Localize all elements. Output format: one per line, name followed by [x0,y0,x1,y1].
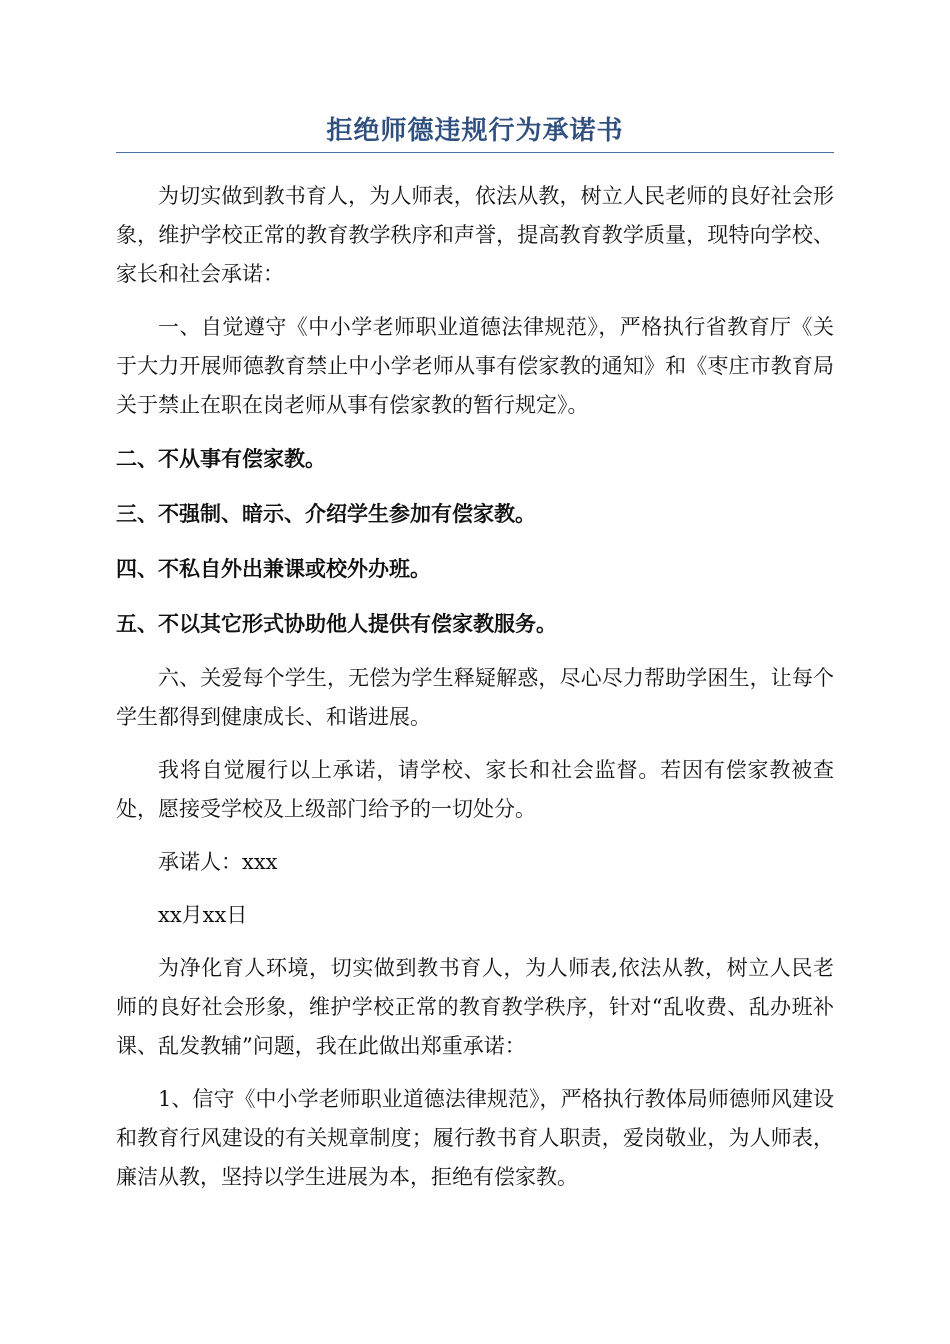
second-intro-paragraph: 为净化育人环境，切实做到教书育人，为人师表,依法从教，树立人民老师的良好社会形象，维护学校正常的教育教学秩序，针对“乱收费、乱办班补课、乱发教辅”问题，我在此做出郑重承诺： [116,956,834,1058]
commitment-5: 五、不以其它形式协助他人提供有偿家教服务。 [116,611,557,636]
document-page [116,110,834,1211]
signatory-line: 承诺人：xxx [158,850,278,874]
closing-paragraph: 我将自觉履行以上承诺，请学校、家长和社会监督。若因有偿家教被查处，愿接受学校及上级部门给予的一切处分。 [116,758,834,821]
document-title: 拒绝师德违规行为承诺书 [326,116,624,146]
commitment-3: 三、不强制、暗示、介绍学生参加有偿家教。 [116,501,536,526]
intro-paragraph: 为切实做到教书育人，为人师表，依法从教，树立人民老师的良好社会形象，维护学校正常的教育教学秩序和声誉，提高教育教学质量，现特向学校、家长和社会承诺： [116,184,834,286]
commitment-6: 六、关爱每个学生，无偿为学生释疑解惑，尽心尽力帮助学困生，让每个学生都得到健康成长、和谐进展。 [116,666,834,729]
commitment-1: 一、自觉遵守《中小学老师职业道德法律规范》，严格执行省教育厅《关于大力开展师德教育禁止中小学老师从事有偿家教的通知》和《枣庄市教育局关于禁止在职在岗老师从事有偿家教的暂行规定》。 [116,315,834,417]
title-underline [116,152,834,153]
commitment-4: 四、不私自外出兼课或校外办班。 [116,556,431,581]
commitment-2: 二、不从事有偿家教。 [116,446,326,471]
date-line: xx月xx日 [158,903,248,927]
second-commitment-1: 1、信守《中小学老师职业道德法律规范》，严格执行教体局师德师风建设和教育行风建设的有关规章制度；履行教书育人职责，爱岗敬业，为人师表，廉洁从教，坚持以学生进展为本，拒绝有偿家教。 [116,1087,834,1189]
